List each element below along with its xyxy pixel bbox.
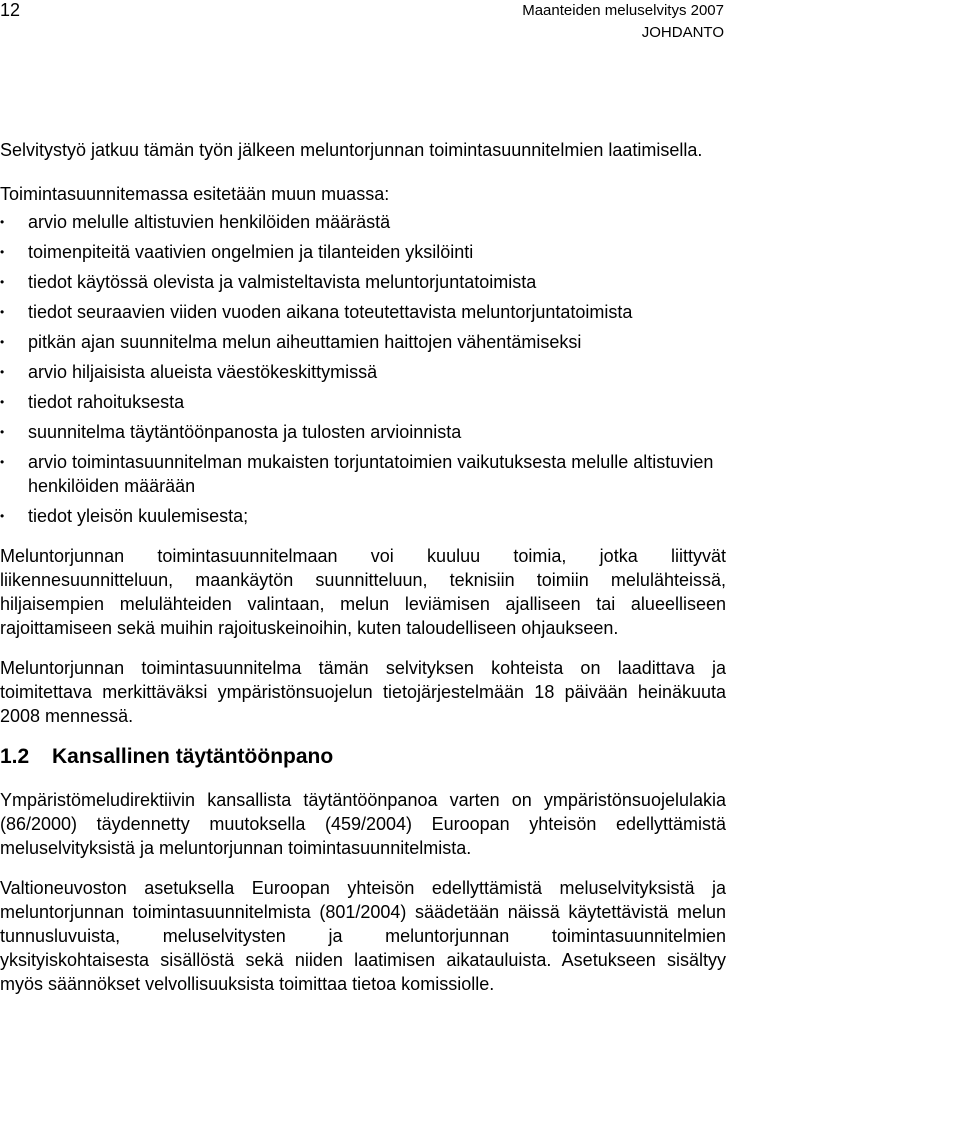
list-item-text: tiedot yleisön kuulemisesta;: [28, 506, 249, 526]
section-heading: [0, 744, 726, 770]
bullet-icon: •: [0, 275, 5, 289]
page-body: [0, 138, 726, 996]
intro-paragraph: Selvitystyö jatkuu tämän työn jälkeen meluntorjunnan toimintasuunnitelmien laatimisella.: [0, 140, 703, 160]
list-item-text: suunnitelma täytäntöönpanosta ja tulosten arvioinnista: [28, 422, 462, 442]
section-title: Kansallinen täytäntöönpano: [52, 745, 334, 768]
page-number: 12: [0, 0, 21, 20]
list-item: [0, 450, 726, 498]
bullet-icon: •: [0, 215, 5, 229]
list-item: [0, 390, 726, 414]
bullet-icon: •: [0, 509, 5, 523]
list-item-text: tiedot seuraavien viiden vuoden aikana toteutettavista meluntorjuntatoimista: [28, 302, 633, 322]
action-plan-contents-list: [0, 210, 726, 528]
list-item-text: arvio melulle altistuvien henkilöiden määrästä: [28, 212, 391, 232]
list-item: [0, 300, 726, 324]
publication-title: Maanteiden meluselvitys 2007: [522, 2, 724, 19]
list-item-text: pitkän ajan suunnitelma melun aiheuttamien haittojen vähentämiseksi: [28, 332, 582, 352]
chapter-title: JOHDANTO: [641, 24, 724, 41]
list-item: [0, 240, 726, 264]
list-item-text: tiedot rahoituksesta: [28, 392, 185, 412]
list-item-text: toimenpiteitä vaativien ongelmien ja tilanteiden yksilöinti: [28, 242, 474, 262]
bullet-icon: •: [0, 395, 5, 409]
measures-paragraph: Meluntorjunnan toimintasuunnitelmaan voi kuuluu toimia, jotka liittyvät liikennesuunnitteluun, maankäytön suunnitteluun, teknisiin toimiin melulähteissä, hiljaisempien melulähteiden valintaan, melun leviämisen ajalliseen tai alueelliseen rajoittamiseen sekä muihin rajoituskeinoihin, kuten taloudelliseen ohjaukseen.: [0, 546, 726, 638]
list-item: [0, 330, 726, 354]
list-item: [0, 504, 726, 528]
list-item-text: arvio hiljaisista alueista väestökeskittymissä: [28, 362, 378, 382]
bullet-icon: •: [0, 425, 5, 439]
bullet-icon: •: [0, 365, 5, 379]
deadline-paragraph: Meluntorjunnan toimintasuunnitelma tämän selvityksen kohteista on laadittava ja toimitettava merkittäväksi ympäristönsuojelun tietojärjestelmään 18 päivään heinäkuuta 2008 mennessä.: [0, 658, 726, 726]
bullet-icon: •: [0, 455, 5, 469]
list-item-text: arvio toimintasuunnitelman mukaisten torjuntatoimien vaikutuksesta melulle altistuvien henkilöiden määrään: [28, 452, 714, 496]
bullet-icon: •: [0, 335, 5, 349]
bullet-icon: •: [0, 305, 5, 319]
running-header: [522, 0, 724, 44]
list-item: [0, 360, 726, 384]
bullet-icon: •: [0, 245, 5, 259]
decree-paragraph: Valtioneuvoston asetuksella Euroopan yhteisön edellyttämistä meluselvityksistä ja meluntorjunnan toimintasuunnitelmista (801/2004) säädetään näissä käytettävistä melun tunnusluvuista, meluselvitysten ja meluntorjunnan toimintasuunnitelmien yksityiskohtaisesta sisällöstä sekä niiden laatimisen aikatauluista. Asetukseen sisältyy myös säännökset velvollisuuksista toimittaa tietoa komissiolle.: [0, 878, 726, 994]
list-item: [0, 210, 726, 234]
list-item: [0, 420, 726, 444]
section-number: 1.2: [0, 745, 30, 768]
list-item: [0, 270, 726, 294]
list-lead: Toimintasuunnitemassa esitetään muun muassa:: [0, 184, 390, 204]
list-item-text: tiedot käytössä olevista ja valmisteltavista meluntorjuntatoimista: [28, 272, 537, 292]
implementation-paragraph: Ympäristömeludirektiivin kansallista täytäntöönpanoa varten on ympäristönsuojelulakia (86/2000) täydennetty muutoksella (459/2004) Euroopan yhteisön edellyttämistä meluselvityksistä ja meluntorjunnan toimintasuunnitelmista.: [0, 790, 726, 858]
